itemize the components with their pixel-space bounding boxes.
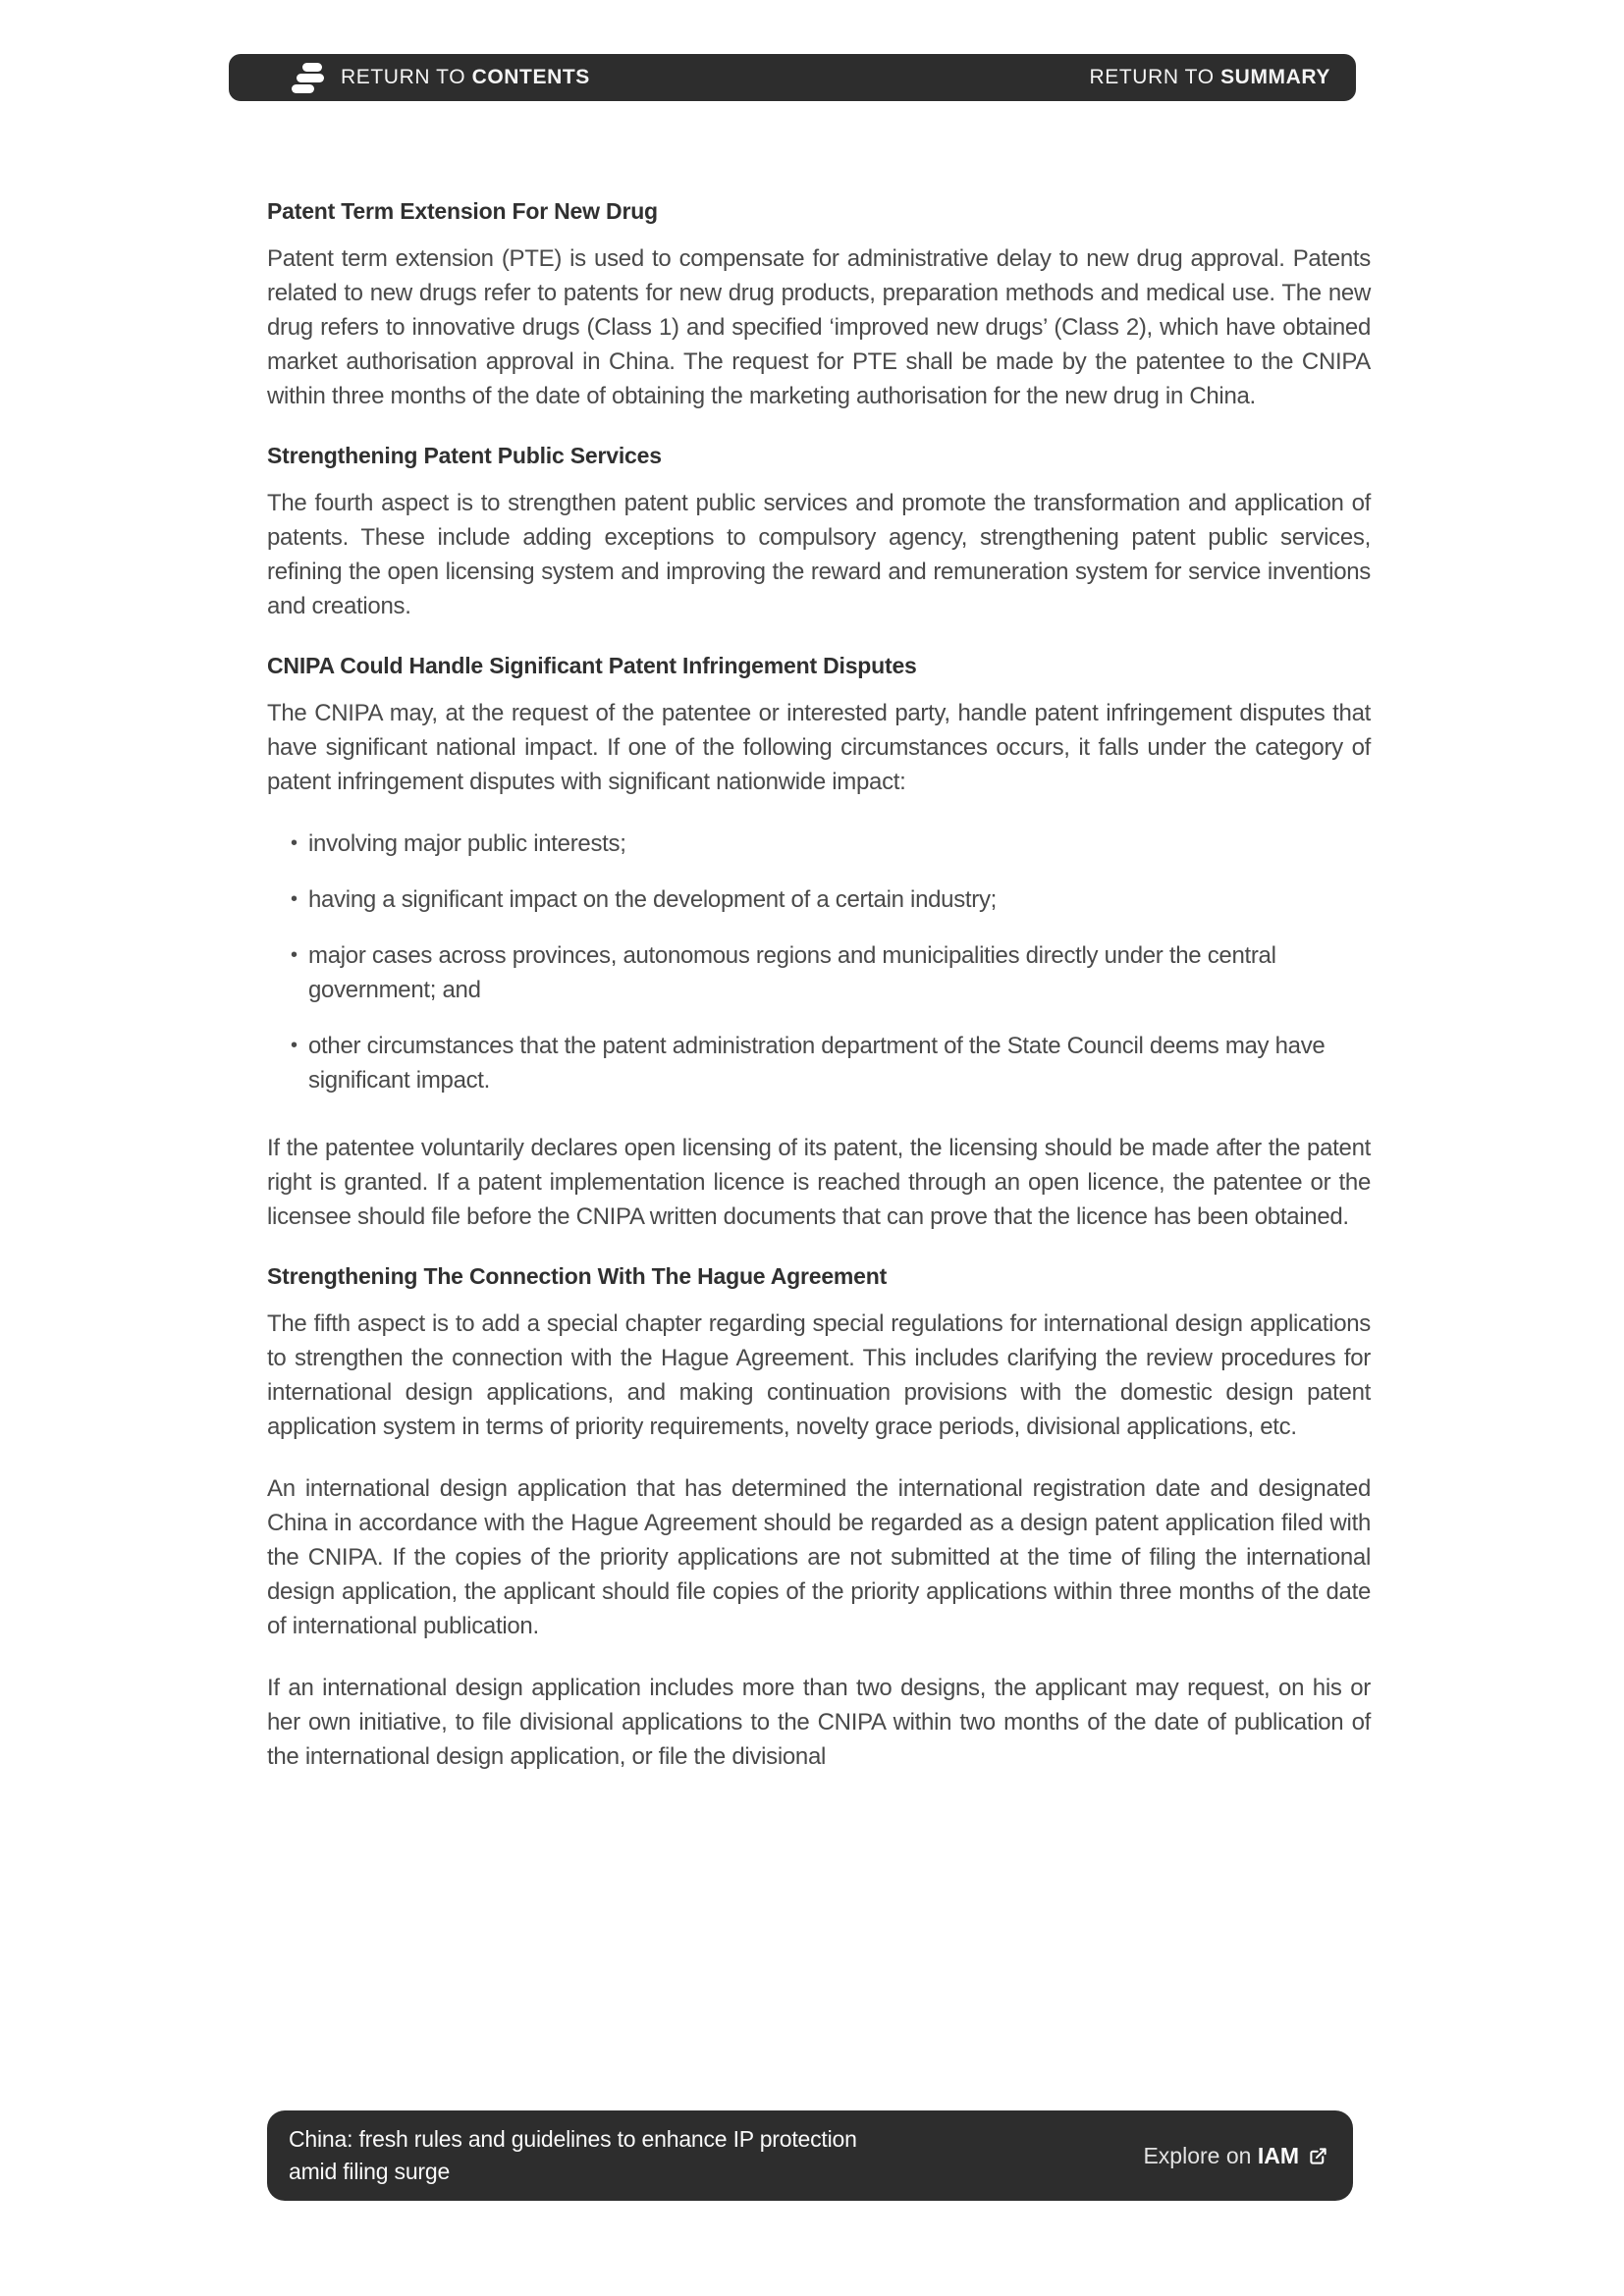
section-heading-patent-term-extension: Patent Term Extension For New Drug — [267, 198, 658, 224]
section-heading-patent-public-services: Strengthening Patent Public Services — [267, 443, 662, 468]
list-item: • other circumstances that the patent administration department of the State Council deems may have significant impact. — [306, 1029, 1371, 1097]
stacked-pills-icon — [292, 63, 324, 93]
return-to-contents-button[interactable] — [292, 63, 590, 93]
return-to-summary-button[interactable] — [1090, 66, 1331, 89]
paragraph-hague-3: If an international design application includes more than two designs, the applicant may request, on his or her own initiative, to file divisional applications to the CNIPA within two months of the date of publication of the international design application, or file the divisional — [267, 1675, 1371, 1770]
top-nav-bar — [229, 54, 1356, 101]
list-item: • involving major public interests; — [306, 827, 1371, 861]
paragraph-hague-2: An international design application that has determined the international registration date and designated China in accordance with the Hague Agreement should be regarded as a design patent application filed with the CNIPA. If the copies of the priority applications are not submitted at the time of filing the international design application, the applicant should file copies of the priority applications within three months of the date of international publication. — [267, 1475, 1371, 1639]
external-link-icon — [1309, 2147, 1327, 2165]
paragraph-hague-1: The fifth aspect is to add a special chapter regarding special regulations for international design applications to strengthen the connection with the Hague Agreement. This includes clarifying the review procedures for international design applications, and making continuation provisions with the domestic design patent application system in terms of priority requirements, novelty grace periods, divisional applications, etc. — [267, 1310, 1371, 1440]
explore-on-iam-label: Explore on IAM — [1143, 2142, 1299, 2168]
paragraph-pte: Patent term extension (PTE) is used to compensate for administrative delay to new drug approval. Patents related to new drugs refer to patents for new drug products, preparation methods and medical use. The new drug refers to innovative drugs (Class 1) and specified ‘improved new drugs’ (Class 2), which have obtained market authorisation approval in China. The request for PTE shall be made by the patentee to the CNIPA within three months of the date of obtaining the marketing authorisation for the new drug in China. — [267, 245, 1371, 409]
return-to-summary-label: RETURN TO SUMMARY — [1089, 66, 1330, 88]
list-item: • major cases across provinces, autonomous regions and municipalities directly under the central government; and — [306, 938, 1371, 1007]
explore-on-iam-link[interactable] — [1143, 2143, 1327, 2169]
significant-impact-list — [267, 827, 1371, 1097]
list-item: • having a significant impact on the development of a certain industry; — [306, 882, 1371, 917]
article-body — [267, 196, 1371, 1801]
section-heading-hague-agreement: Strengthening The Connection With The Hague Agreement — [267, 1263, 888, 1289]
section-heading-cnipa-disputes: CNIPA Could Handle Significant Patent Infringement Disputes — [267, 653, 917, 678]
paragraph-cnipa-disputes: The CNIPA may, at the request of the patentee or interested party, handle patent infringement disputes that have significant national impact. If one of the following circumstances occurs, it falls under the category of patent infringement disputes with significant nationwide impact: — [267, 700, 1371, 795]
footer-bar — [267, 2110, 1353, 2201]
article-title: China: fresh rules and guidelines to enhance IP protection amid filing surge — [289, 2126, 857, 2184]
return-to-contents-label: RETURN TO CONTENTS — [341, 66, 590, 88]
paragraph-open-licensing: If the patentee voluntarily declares open licensing of its patent, the licensing should be made after the patent right is granted. If a patent implementation licence is reached through an open licence, the patentee or the licensee should file before the CNIPA written documents that can prove that the licence has been obtained. — [267, 1135, 1371, 1230]
paragraph-public-services: The fourth aspect is to strengthen patent public services and promote the transformation and application of patents. These include adding exceptions to compulsory agency, strengthening patent public services, refining the open licensing system and improving the reward and remuneration system for service inventions and creations. — [267, 490, 1371, 619]
